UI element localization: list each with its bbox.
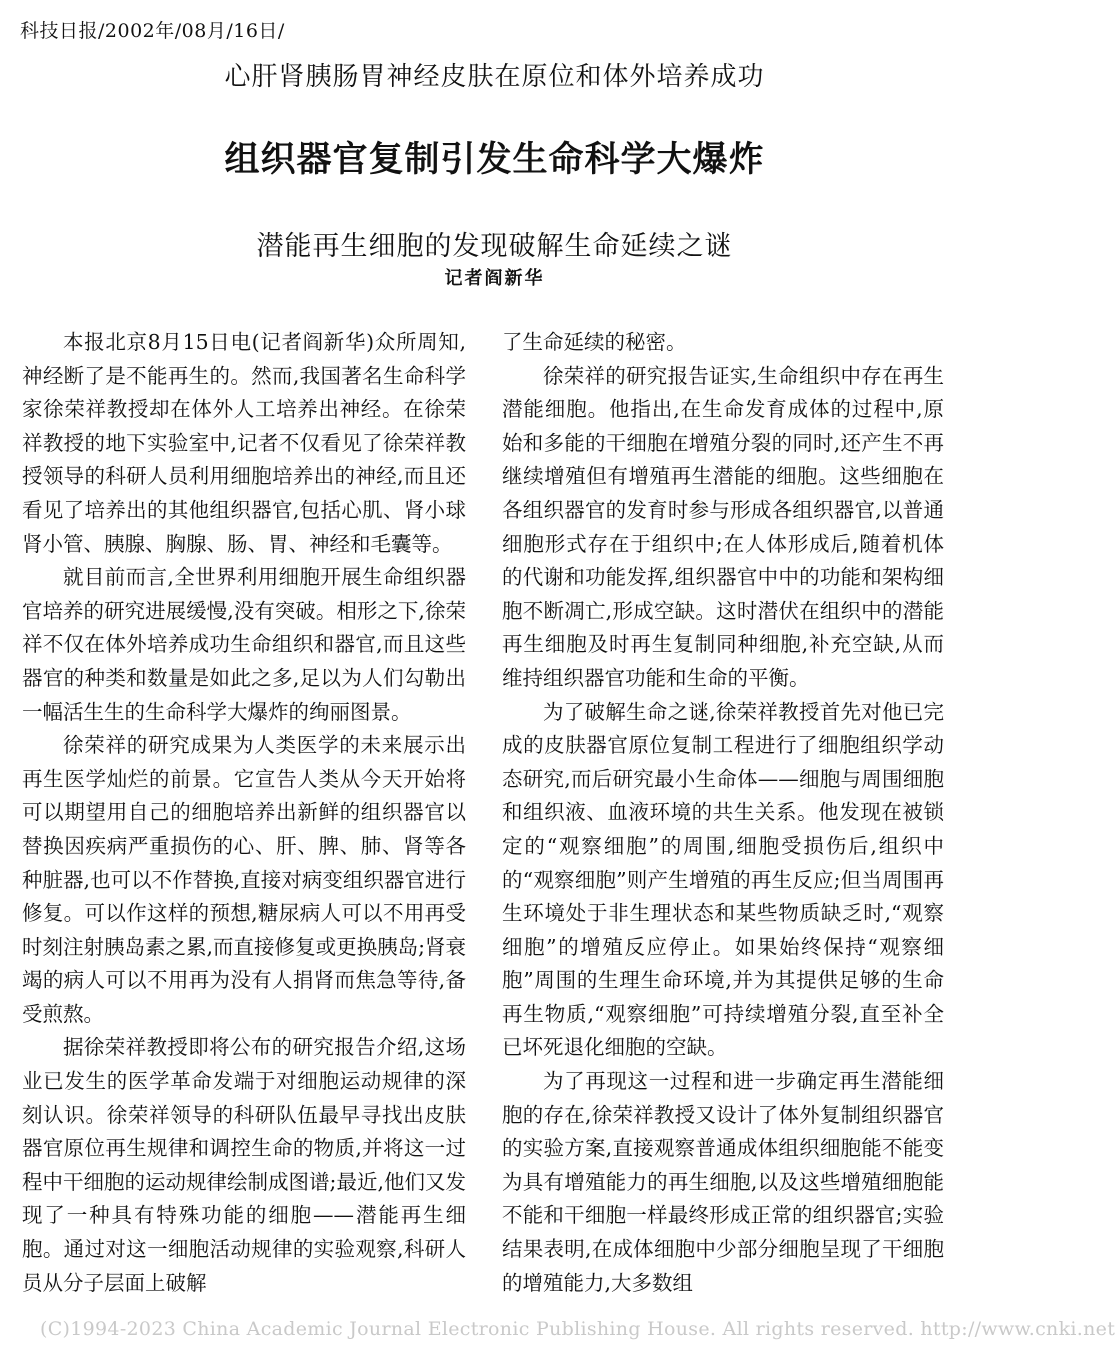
copyright-watermark: (C)1994-2023 China Academic Journal Electronic Publishing House. All rights reserved. http://www.cnki.net [40, 1318, 1115, 1340]
paragraph: 为了破解生命之谜,徐荣祥教授首先对他已完成的皮肤器官原位复制工程进行了细胞组织学动态研究,而后研究最小生命体——细胞与周围细胞和组织液、血液环境的共生关系。他发现在被锁定的“观察细胞”的周围,细胞受损伤后,组织中的“观察细胞”则产生增殖的再生反应;但当周围再生环境处于非生理状态和某些物质缺乏时,“观察细胞”的增殖反应停止。如果始终保持“观察细胞”周围的生理生命环境,并为其提供足够的生命再生物质,“观察细胞”可持续增殖分裂,直至补全已坏死退化细胞的空缺。 [502, 699, 944, 1060]
paragraph: 徐荣祥的研究报告证实,生命组织中存在再生潜能细胞。他指出,在生命发育成体的过程中,原始和多能的干细胞在增殖分裂的同时,还产生不再继续增殖但有增殖再生潜能的细胞。这些细胞在各组织器官的发育时参与形成各组织器官,以普通细胞形式存在于组织中;在人体形成后,随着机体的代谢和功能发挥,组织器官中中的功能和架构细胞不断凋亡,形成空缺。这时潜伏在组织中的潜能再生细胞及时再生复制同种细胞,补充空缺,从而维持组织器官功能和生命的平衡。 [502, 363, 944, 690]
paragraph: 为了再现这一过程和进一步确定再生潜能细胞的存在,徐荣祥教授又设计了体外复制组织器官的实验方案,直接观察普通成体组织细胞能不能变为具有增殖能力的再生细胞,以及这些增殖细胞能不能和干细胞一样最终形成正常的组织器官;实验结果表明,在成体细胞中少部分细胞呈现了干细胞的增殖能力,大多数组 [502, 1069, 944, 1295]
right-column [502, 326, 944, 1311]
source-line: 科技日报/2002年/08月/16日/ [20, 20, 285, 42]
subheadline: 潜能再生细胞的发现破解生命延续之谜 [256, 231, 733, 262]
left-column [22, 326, 466, 1311]
paragraph-continuation: 了生命延续的秘密。 [502, 330, 687, 354]
paragraph: 就目前而言,全世界利用细胞开展生命组织器官培养的研究进展缓慢,没有突破。相形之下,徐荣祥不仅在体外培养成功生命组织和器官,而且这些器官的种类和数量是如此之多,足以为人们勾勒出一幅活生生的生命科学大爆炸的绚丽图景。 [22, 565, 466, 724]
headline: 组织器官复制引发生命科学大爆炸 [224, 140, 765, 180]
kicker-title: 心肝肾胰肠胃神经皮肤在原位和体外培养成功 [224, 62, 765, 92]
paragraph: 据徐荣祥教授即将公布的研究报告介绍,这场业已发生的医学革命发端于对细胞运动规律的深刻认识。徐荣祥领导的科研队伍最早寻找出皮肤器官原位再生规律和调控生命的物质,并将这一过程中干细胞的运动规律绘制成图谱;最近,他们又发现了一种具有特殊功能的细胞——潜能再生细胞。通过对这一细胞活动规律的实验观察,科研人员从分子层面上破解 [22, 1035, 466, 1295]
paragraph: 本报北京8月15日电(记者阎新华)众所周知,神经断了是不能再生的。然而,我国著名生命科学家徐荣祥教授却在体外人工培养出神经。在徐荣祥教授的地下实验室中,记者不仅看见了徐荣祥教授领导的科研人员利用细胞培养出的神经,而且还看见了培养出的其他组织器官,包括心肌、肾小球肾小管、胰腺、胸腺、肠、胃、神经和毛囊等。 [22, 330, 466, 556]
paragraph: 徐荣祥的研究成果为人类医学的未来展示出再生医学灿烂的前景。它宣告人类从今天开始将可以期望用自己的细胞培养出新鲜的组织器官以替换因疾病严重损伤的心、肝、脾、肺、肾等各种脏器,也可以不作替换,直接对病变组织器官进行修复。可以作这样的预想,糖尿病人可以不用再受时刻注射胰岛素之累,而直接修复或更换胰岛;肾衰竭的病人可以不用再为没有人捐肾而焦急等待,备受煎熬。 [22, 733, 466, 1026]
byline: 记者阎新华 [444, 268, 545, 289]
